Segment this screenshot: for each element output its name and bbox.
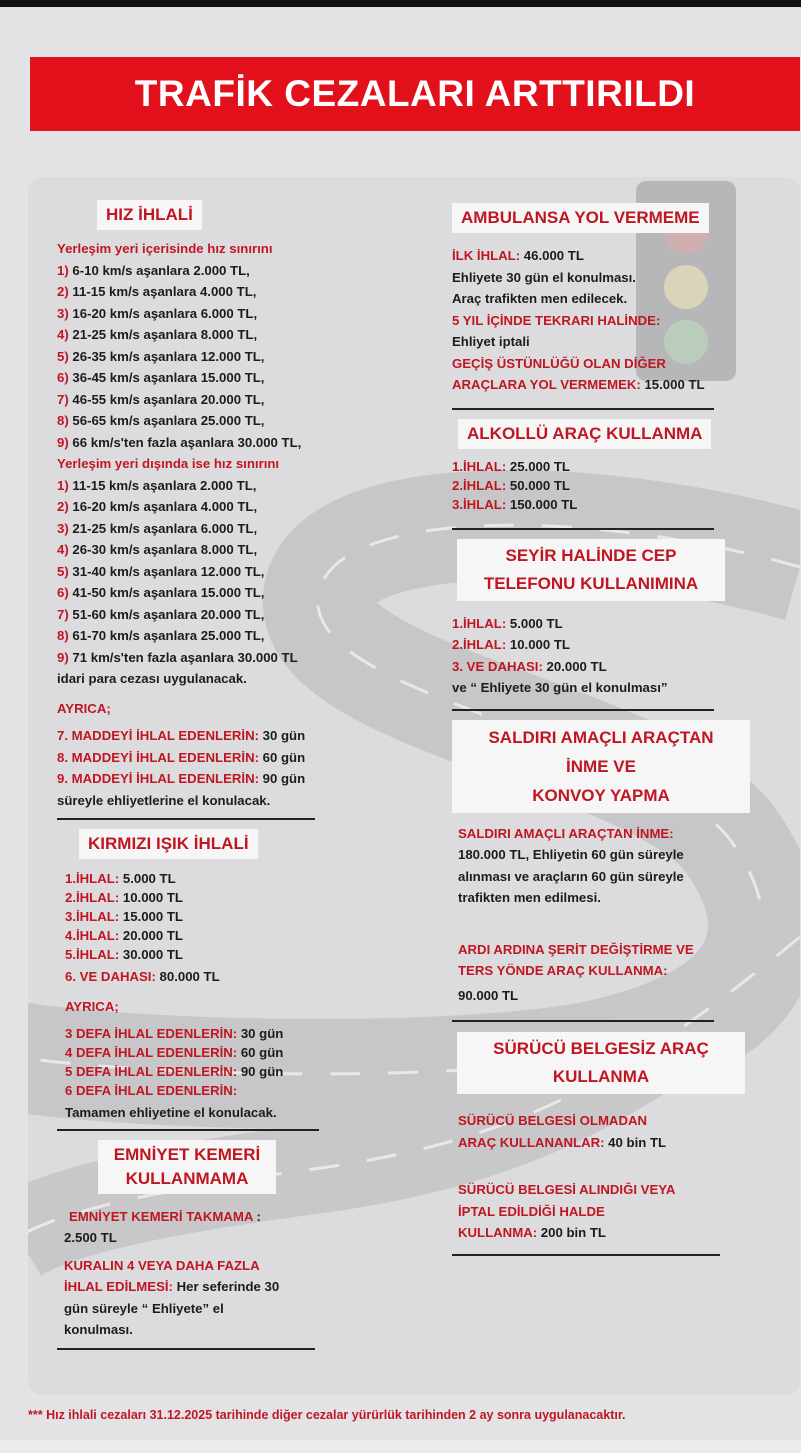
urban-speed-item-text: 36-45 km/s aşanlara 15.000 TL, (68, 370, 265, 385)
rural-speed-item-number: 1) (57, 477, 69, 493)
urban-speed-item (57, 367, 357, 389)
red-note-value: 60 gün (237, 1044, 284, 1060)
red-light-item (65, 888, 357, 907)
rural-speed-item (57, 561, 357, 583)
speed-note-label: 9. MADDEYİ İHLAL EDENLERİN: (57, 771, 259, 786)
red-note (65, 1062, 357, 1081)
speed-closing: süreyle ehliyetlerine el konulacak. (57, 792, 271, 808)
rural-speed-item-number: 3) (57, 520, 69, 536)
rural-speed-item (57, 475, 357, 497)
rural-speed-item-text: 16-20 km/s aşanlara 4.000 TL, (68, 499, 258, 514)
phone-item-label: 1.İHLAL: (452, 615, 507, 631)
red-light-item (65, 945, 357, 964)
alcohol-item-label: 1.İHLAL: (452, 458, 507, 474)
seatbelt-repeat-4: konulması. (64, 1322, 133, 1337)
phone-item (452, 613, 772, 635)
red-light-item (65, 907, 357, 926)
speed-ayrica: AYRICA; (57, 700, 111, 716)
red-light-item (65, 926, 357, 945)
urban-speed-item-text: 16-20 km/s aşanlara 6.000 TL, (68, 305, 258, 321)
rural-speed-item (57, 582, 357, 604)
red-note-value: 90 gün (237, 1063, 284, 1079)
rural-speed-item-number: 7) (57, 606, 69, 622)
urban-speed-item-number: 9) (57, 434, 69, 450)
page-title-banner (30, 57, 800, 131)
rural-speed-item-number: 5) (57, 563, 69, 579)
seatbelt-label: EMNİYET KEMERİ TAKMAMA (69, 1208, 253, 1224)
speed-note (57, 768, 357, 790)
attack-line-6: TERS YÖNDE ARAÇ KULLANMA: (458, 963, 668, 978)
red-light-item-value: 15.000 TL (119, 909, 183, 924)
seatbelt-repeat-3: gün süreyle “ Ehliyete” el (64, 1300, 224, 1316)
red-note-label: 3 DEFA İHLAL EDENLERİN: (65, 1025, 238, 1041)
left-column (57, 200, 357, 1359)
divider (452, 528, 714, 530)
urban-speed-item-number: 8) (57, 413, 69, 428)
ambulance-line-3: Araç trafikten men edilecek. (452, 291, 628, 306)
rural-speed-item-number: 6) (57, 585, 69, 600)
ambulance-line-5: Ehliyet iptali (452, 334, 530, 349)
attack-section-title: SALDIRI AMAÇLI ARAÇTAN İNME VE KONVOY YAPMA (452, 720, 750, 813)
ambulance-section-title: AMBULANSA YOL VERMEME (452, 203, 709, 233)
ambulance-line-4: 5 YIL İÇİNDE TEKRARI HALİNDE: (452, 312, 661, 328)
divider (452, 1254, 720, 1256)
phone-item (452, 634, 772, 656)
rural-speed-item-text: 41-50 km/s aşanlara 15.000 TL, (68, 585, 265, 600)
red-light-item-value: 5.000 TL (119, 871, 176, 886)
red-six-label: 6. VE DAHASI: (65, 969, 156, 984)
seatbelt-colon: : (252, 1208, 261, 1224)
urban-speed-item-text: 6-10 km/s aşanlara 2.000 TL, (68, 262, 250, 278)
unlicensed-line-5: KULLANMA: (458, 1225, 538, 1240)
speed-note-value: 60 gün (258, 749, 306, 765)
urban-speed-item-number: 3) (57, 305, 69, 321)
alcohol-item-label: 3.İHLAL: (452, 496, 507, 512)
ambulance-line-6: GEÇİŞ ÜSTÜNLÜĞÜ OLAN DİĞER (452, 355, 666, 371)
alcohol-item (452, 495, 772, 514)
phone-item (452, 656, 772, 678)
speed-section-title: HIZ İHLALİ (97, 200, 202, 230)
ambulance-line-2: Ehliyete 30 gün el konulması. (452, 269, 636, 285)
urban-intro: Yerleşim yeri içerisinde hız sınırını (57, 241, 273, 256)
red-closing: Tamamen ehliyetine el konulacak. (65, 1104, 277, 1120)
attack-line-7: 90.000 TL (458, 987, 519, 1003)
seatbelt-amount: 2.500 TL (64, 1230, 117, 1245)
red-note (65, 1024, 357, 1043)
urban-speed-item (57, 410, 357, 432)
ambulance-line-7: ARAÇLARA YOL VERMEMEK: (452, 377, 641, 392)
red-ayrica: AYRICA; (65, 999, 119, 1014)
red-six-amount: 80.000 TL (155, 969, 220, 984)
seatbelt-repeat-2b: Her seferinde 30 (172, 1279, 280, 1294)
phone-list (452, 613, 772, 678)
red-light-section-title: KIRMIZI IŞIK İHLALİ (79, 829, 258, 859)
red-note-label: 5 DEFA İHLAL EDENLERİN: (65, 1063, 238, 1079)
alcohol-list (452, 457, 772, 514)
urban-speed-item (57, 346, 357, 368)
unlicensed-line-3: SÜRÜCÜ BELGESİ ALINDIĞI VEYA (458, 1182, 676, 1197)
red-light-item (65, 869, 357, 888)
red-light-item-value: 30.000 TL (119, 947, 183, 962)
ambulance-line-7-amount: 15.000 TL (640, 377, 705, 392)
rural-speed-list (57, 475, 357, 669)
red-six-note: 6 DEFA İHLAL EDENLERİN: (65, 1082, 238, 1098)
red-light-item-label: 1.İHLAL: (65, 871, 120, 886)
urban-speed-item-number: 2) (57, 284, 69, 299)
urban-speed-item-text: 11-15 km/s aşanlara 4.000 TL, (68, 284, 257, 299)
alcohol-section-title: ALKOLLÜ ARAÇ KULLANMA (458, 419, 711, 449)
red-note-value: 30 gün (237, 1025, 284, 1041)
rural-speed-item-number: 4) (57, 542, 69, 557)
divider (57, 1129, 319, 1131)
unlicensed-line-4: İPTAL EDİLDİĞİ HALDE (458, 1203, 605, 1219)
phone-item-label: 3. VE DAHASI: (452, 658, 543, 674)
rural-speed-item (57, 625, 357, 647)
urban-speed-item (57, 432, 357, 454)
speed-note-label: 7. MADDEYİ İHLAL EDENLERİN: (57, 728, 259, 743)
phone-section-title: SEYİR HALİNDE CEP TELEFONU KULLANIMINA (457, 539, 725, 601)
divider (452, 408, 714, 410)
seatbelt-repeat-2: İHLAL EDİLMESİ: (64, 1279, 173, 1294)
alcohol-item-value: 25.000 TL (506, 458, 570, 474)
urban-speed-item (57, 260, 357, 282)
red-note (65, 1043, 357, 1062)
phone-last: ve “ Ehliyete 30 gün el konulması” (452, 680, 668, 695)
rural-speed-item-text: 71 km/s'ten fazla aşanlara 30.000 TL (68, 649, 298, 665)
unlicensed-line-2-amount: 40 bin TL (604, 1134, 667, 1150)
rural-speed-item-text: 11-15 km/s aşanlara 2.000 TL, (68, 477, 257, 493)
page-title: TRAFİK CEZALARI ARTTIRILDI (134, 73, 696, 114)
red-light-list (65, 869, 357, 964)
red-light-item-label: 5.İHLAL: (65, 947, 120, 962)
red-note-label: 4 DEFA İHLAL EDENLERİN: (65, 1044, 238, 1060)
rural-speed-item (57, 518, 357, 540)
seatbelt-repeat-1: KURALIN 4 VEYA DAHA FAZLA (64, 1257, 260, 1273)
urban-speed-item (57, 324, 357, 346)
phone-item-value: 10.000 TL (506, 637, 570, 652)
footnote-stars: *** (28, 1408, 43, 1422)
phone-item-value: 20.000 TL (542, 658, 607, 674)
unlicensed-line-2: ARAÇ KULLANANLAR: (458, 1134, 605, 1150)
rural-speed-item-number: 2) (57, 499, 69, 514)
red-light-item-label: 3.İHLAL: (65, 909, 120, 924)
rural-intro: Yerleşim yeri dışında ise hız sınırını (57, 456, 280, 471)
urban-speed-item-number: 4) (57, 327, 69, 342)
footnote-text: Hız ihlali cezaları 31.12.2025 tarihinde diğer cezalar yürürlük tarihinden 2 ay sonra uygulanacaktır. (42, 1408, 626, 1422)
rural-speed-item (57, 539, 357, 561)
divider (57, 1348, 315, 1350)
phone-item-value: 5.000 TL (506, 615, 563, 631)
urban-speed-item-text: 26-35 km/s aşanlara 12.000 TL, (68, 348, 265, 364)
phone-item-label: 2.İHLAL: (452, 637, 507, 652)
urban-speed-item-text: 66 km/s'ten fazla aşanlara 30.000 TL, (68, 434, 302, 450)
footnote (28, 1408, 800, 1422)
attack-line-3: alınması ve araçların 60 gün süreyle (458, 868, 684, 884)
speed-note (57, 725, 357, 747)
rural-speed-item (57, 496, 357, 518)
attack-line-1: SALDIRI AMAÇLI ARAÇTAN İNME: (458, 825, 674, 841)
urban-speed-item-number: 7) (57, 391, 69, 407)
ambulance-first-label: İLK İHLAL: (452, 248, 521, 263)
unlicensed-section-title: SÜRÜCÜ BELGESİZ ARAÇ KULLANMA (457, 1032, 745, 1094)
attack-line-5: ARDI ARDINA ŞERİT DEĞİŞTİRME VE (458, 941, 694, 957)
rural-speed-item-number: 8) (57, 628, 69, 643)
urban-speed-item-text: 56-65 km/s aşanlara 25.000 TL, (68, 413, 265, 428)
red-notes-list (65, 1024, 357, 1081)
bottom-bar (0, 1440, 801, 1453)
speed-note (57, 747, 357, 769)
urban-speed-list (57, 260, 357, 454)
urban-speed-item-number: 5) (57, 348, 69, 364)
seatbelt-section-title: EMNİYET KEMERİ KULLANMAMA (98, 1140, 276, 1194)
rural-speed-item-text: 61-70 km/s aşanlara 25.000 TL, (68, 628, 265, 643)
speed-note-label: 8. MADDEYİ İHLAL EDENLERİN: (57, 749, 259, 765)
rural-speed-item-text: 31-40 km/s aşanlara 12.000 TL, (68, 563, 265, 579)
attack-line-2: 180.000 TL, Ehliyetin 60 gün süreyle (458, 847, 684, 862)
top-bar (0, 0, 801, 7)
right-column (452, 203, 772, 1265)
unlicensed-line-1: SÜRÜCÜ BELGESİ OLMADAN (458, 1113, 648, 1128)
rural-speed-item (57, 604, 357, 626)
divider (452, 709, 714, 711)
rural-speed-item-text: 26-30 km/s aşanlara 8.000 TL, (68, 542, 258, 557)
urban-speed-item-text: 21-25 km/s aşanlara 8.000 TL, (68, 327, 258, 342)
urban-speed-item-number: 6) (57, 370, 69, 385)
unlicensed-line-5-amount: 200 bin TL (537, 1225, 606, 1240)
red-light-item-label: 4.İHLAL: (65, 928, 120, 943)
alcohol-item-value: 50.000 TL (506, 477, 570, 493)
divider (452, 1020, 714, 1022)
urban-speed-item (57, 303, 357, 325)
red-light-item-value: 20.000 TL (119, 928, 183, 943)
alcohol-item-label: 2.İHLAL: (452, 477, 507, 493)
rural-speed-item-text: 21-25 km/s aşanlara 6.000 TL, (68, 520, 258, 536)
alcohol-item (452, 457, 772, 476)
urban-speed-item (57, 281, 357, 303)
speed-notes-list (57, 725, 357, 790)
rural-speed-item (57, 647, 357, 669)
alcohol-item-value: 150.000 TL (506, 496, 578, 512)
attack-line-4: trafikten men edilmesi. (458, 890, 601, 905)
rural-speed-item-number: 9) (57, 649, 69, 665)
rural-speed-item-text: 51-60 km/s aşanlara 20.000 TL, (68, 606, 265, 622)
red-light-item-value: 10.000 TL (119, 890, 183, 905)
ambulance-first-amount: 46.000 TL (520, 248, 584, 263)
speed-note-value: 90 gün (258, 771, 306, 786)
speed-note-value: 30 gün (258, 728, 306, 743)
alcohol-item (452, 476, 772, 495)
red-light-item-label: 2.İHLAL: (65, 890, 120, 905)
admin-note: idari para cezası uygulanacak. (57, 671, 247, 686)
urban-speed-item-number: 1) (57, 262, 69, 278)
divider (57, 818, 315, 820)
urban-speed-item (57, 389, 357, 411)
urban-speed-item-text: 46-55 km/s aşanlara 20.000 TL, (68, 391, 265, 407)
